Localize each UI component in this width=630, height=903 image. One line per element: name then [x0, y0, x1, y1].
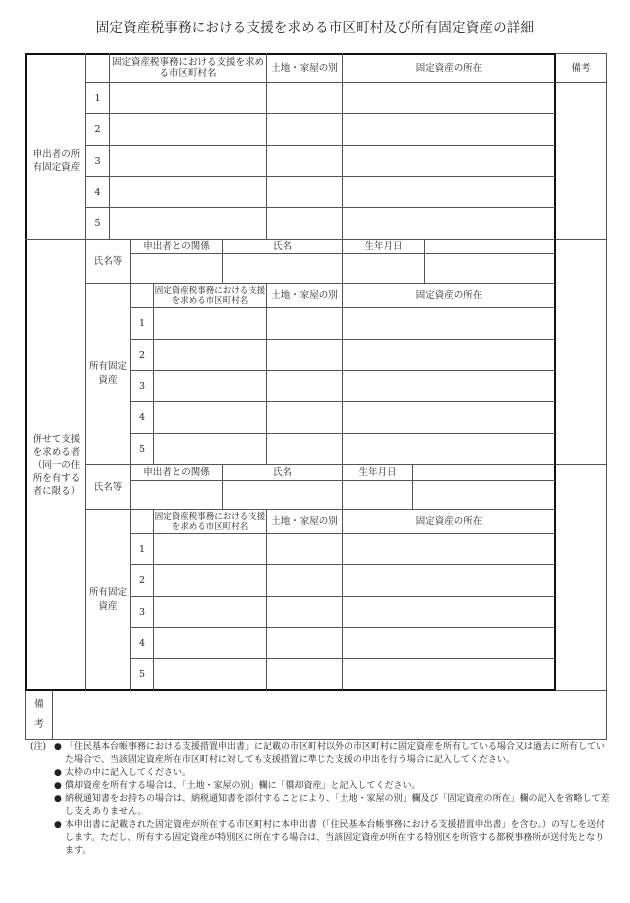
grid-line	[153, 283, 154, 464]
grid-line	[130, 596, 555, 597]
grid-line	[130, 339, 555, 340]
header-municipality: 固定資産税事務における支援を求める市区町村名	[111, 57, 264, 79]
header-location: 固定資産の所在	[415, 516, 483, 527]
grid-line	[130, 627, 555, 628]
name-info-label: 氏名等	[93, 481, 123, 493]
bullet-icon: ●	[54, 742, 62, 752]
grid-line	[130, 658, 555, 659]
row-number: 4	[138, 637, 146, 649]
note-item: 本申出書に記載された固定資産が所在する市区町村に本申出書（「住民基本台帳事務における支援措置申出書」を含む。）の写しを送付します。ただし、所有する固定資産が特別区に所在する場合は、当該固定資産が所在する特別区を所管する都税事務所が送付先となります。	[65, 820, 606, 856]
grid-line	[555, 239, 606, 240]
grid-line	[85, 113, 555, 114]
row-number: 4	[94, 186, 101, 198]
applicant-assets-label: 申出者の所有固定資産	[32, 148, 81, 173]
note-item: 「住民基本台帳事務における支援措置申出書」に記載の市区町村以外の市区町村に固定資産を所有している場合又は過去に所有していた場合で、当該固定資産所在市区町村に対しても支援措置に準じた支援の申出を行う場合に記入してください。	[65, 742, 606, 765]
row-number: 3	[94, 155, 101, 167]
grid-line	[85, 145, 555, 146]
header-location: 固定資産の所在	[415, 290, 483, 301]
bold-frame	[25, 53, 27, 691]
relation-header: 申出者との関係	[143, 467, 210, 478]
grid-line	[424, 239, 425, 283]
notes-prefix: (注)	[30, 742, 47, 752]
row-number: 1	[94, 92, 101, 104]
header-land-building: 土地・家屋の別	[271, 62, 338, 74]
row-number: 3	[138, 606, 146, 618]
grid-line	[130, 401, 555, 402]
page-title: 固定資産税事務における支援を求める市区町村及び所有固定資産の詳細	[95, 20, 535, 36]
relation-header: 申出者との関係	[143, 241, 210, 252]
row-number: 2	[138, 575, 146, 586]
name-header: 氏名	[272, 467, 292, 478]
birthdate-header: 生年月日	[364, 241, 403, 252]
note-item: 納税通知書をお持ちの場合は、納税通知書を添付することにより、「土地・家屋の別」欄及び「固定資産の所在」欄の記入を省略して差し支えありません。	[65, 794, 610, 817]
bullet-icon: ●	[54, 781, 62, 791]
bottom-remarks-label: 備考	[34, 699, 44, 730]
grid-line	[266, 283, 267, 464]
owned-assets-label: 所有固定資産	[88, 587, 127, 612]
grid-line	[25, 690, 26, 740]
header-land-building: 土地・家屋の別	[271, 516, 338, 527]
grid-line	[130, 370, 555, 371]
row-number: 1	[138, 543, 146, 555]
row-number: 5	[138, 669, 146, 680]
birthdate-header: 生年月日	[358, 467, 397, 478]
grid-line	[130, 564, 555, 565]
grid-line	[85, 82, 555, 83]
row-number: 4	[138, 412, 146, 423]
header-land-building: 土地・家屋の別	[271, 290, 338, 301]
grid-line	[130, 307, 555, 308]
grid-line	[555, 464, 606, 465]
note-item: 償却資産を所有する場合は、「土地・家屋の別」欄に「償却資産」と記入してください。	[65, 781, 421, 791]
grid-line	[85, 176, 555, 177]
bullet-icon: ●	[54, 794, 62, 804]
grid-line	[555, 82, 606, 83]
row-number: 2	[94, 124, 101, 135]
grid-line	[266, 509, 267, 690]
name-info-label: 氏名等	[93, 256, 123, 267]
grid-line	[153, 509, 154, 690]
header-municipality: 固定資産税事務における支援を求める市区町村名	[154, 285, 266, 306]
header-remarks: 備考	[571, 62, 591, 74]
grid-line	[606, 53, 607, 739]
row-number: 5	[138, 443, 146, 455]
row-number: 3	[138, 380, 146, 392]
notes-section	[30, 741, 610, 858]
bullet-icon: ●	[54, 768, 62, 778]
bullet-icon: ●	[54, 820, 62, 830]
header-municipality: 固定資産税事務における支援を求める市区町村名	[154, 511, 266, 532]
note-item: 太枠の中に記入してください。	[65, 768, 192, 778]
grid-line	[25, 739, 607, 740]
grid-line	[342, 509, 343, 690]
joint-applicant-label: 併せて支援を求める者（同一の住所を有する者に限る）	[32, 433, 81, 497]
name-header: 氏名	[272, 241, 292, 252]
row-number: 2	[138, 349, 146, 361]
row-number: 5	[94, 218, 101, 229]
grid-line	[130, 533, 555, 534]
remarks-input[interactable]	[53, 691, 606, 739]
row-number: 1	[138, 318, 146, 329]
grid-line	[342, 283, 343, 464]
grid-line	[412, 464, 413, 509]
owned-assets-label: 所有固定資産	[88, 361, 127, 386]
grid-line	[130, 433, 555, 434]
header-location: 固定資産の所在	[415, 62, 483, 74]
grid-line	[85, 207, 555, 208]
